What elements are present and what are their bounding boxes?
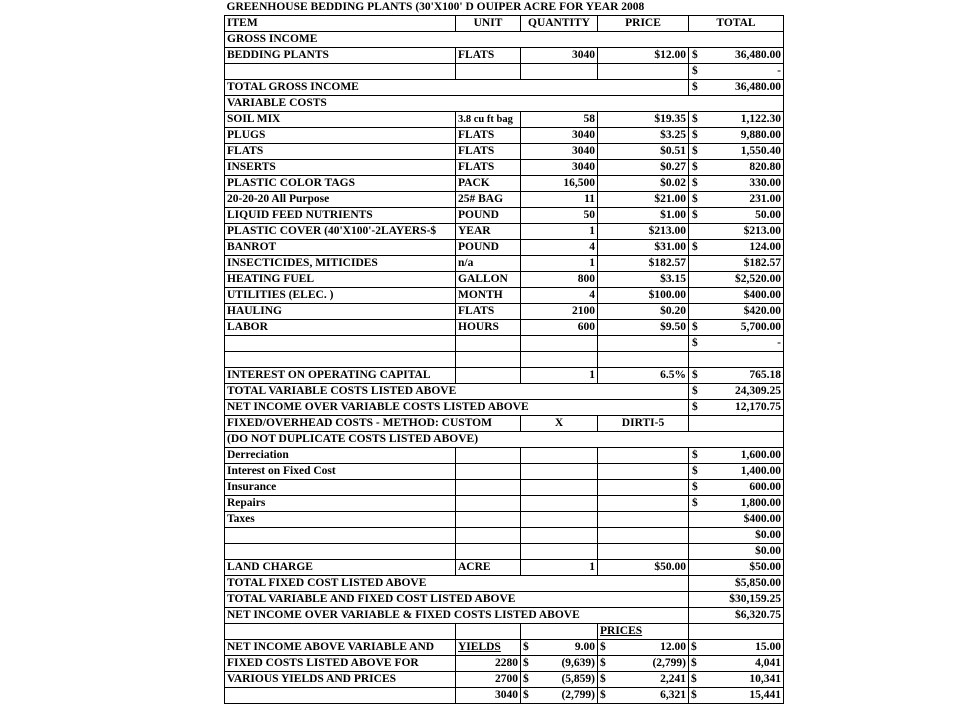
table-row <box>225 144 784 160</box>
unit-cell: FLATS <box>456 144 521 160</box>
quantity-cell <box>521 512 598 528</box>
table-row <box>225 448 784 464</box>
price-cell: $0.27 <box>598 160 689 176</box>
table-row <box>225 160 784 176</box>
empty-cell <box>689 624 784 640</box>
total-cell: $400.00 <box>689 288 784 304</box>
item-cell <box>225 336 456 352</box>
amount: 9,880.00 <box>740 129 781 141</box>
total-cell <box>689 80 784 96</box>
unit-cell <box>456 448 521 464</box>
table-row <box>225 240 784 256</box>
amount: 1,550.40 <box>740 145 781 157</box>
amount: 1,122.30 <box>740 113 781 125</box>
quantity-cell <box>521 352 598 368</box>
total-row <box>225 80 784 96</box>
section-row <box>225 96 784 112</box>
total-cell <box>689 448 784 464</box>
net-income-value: 2,241 <box>660 673 686 685</box>
currency-sign: $ <box>692 497 698 509</box>
price-cell: $213.00 <box>598 224 689 240</box>
currency-sign: $ <box>692 369 698 381</box>
header-row <box>225 16 784 32</box>
currency-sign: $ <box>692 113 698 125</box>
quantity-cell: 1 <box>521 560 598 576</box>
net-income-cell <box>689 656 784 672</box>
price-cell <box>598 448 689 464</box>
item-cell <box>225 528 456 544</box>
currency-sign: $ <box>600 689 606 701</box>
total-cell <box>689 160 784 176</box>
table-row <box>225 544 784 560</box>
note-row <box>225 432 784 448</box>
quantity-cell <box>521 336 598 352</box>
unit-cell: 25# BAG <box>456 192 521 208</box>
item-cell: Taxes <box>225 512 456 528</box>
title-row <box>225 0 784 16</box>
total-cell <box>689 48 784 64</box>
currency-sign: $ <box>692 465 698 477</box>
amount: 36,480.00 <box>735 49 781 61</box>
price-cell <box>598 512 689 528</box>
total-cell: $5,850.00 <box>689 576 784 592</box>
currency-sign: $ <box>692 49 698 61</box>
total-cell <box>689 464 784 480</box>
unit-cell: HOURS <box>456 320 521 336</box>
unit-cell <box>456 368 521 384</box>
price-cell: $1.00 <box>598 208 689 224</box>
net-income-value: (2,799) <box>561 689 595 701</box>
item-cell: BEDDING PLANTS <box>225 48 456 64</box>
amount: 124.00 <box>749 241 781 253</box>
total-cell: $182.57 <box>689 256 784 272</box>
amount: 50.00 <box>755 209 781 221</box>
amount: 1,800.00 <box>740 497 781 509</box>
total-label: TOTAL FIXED COST LISTED ABOVE <box>225 576 689 592</box>
quantity-cell <box>521 448 598 464</box>
total-cell <box>689 480 784 496</box>
table-row <box>225 304 784 320</box>
page-title: GREENHOUSE BEDDING PLANTS (30'X100' D OUIPER ACRE FOR YEAR 2008 <box>225 0 784 16</box>
price-cell: $3.25 <box>598 128 689 144</box>
yield-cell: 2280 <box>456 656 521 672</box>
total-cell: $400.00 <box>689 512 784 528</box>
quantity-cell: 58 <box>521 112 598 128</box>
currency-sign: $ <box>692 401 698 413</box>
item-cell: SOIL MIX <box>225 112 456 128</box>
amount: 12,170.75 <box>735 401 781 413</box>
unit-cell: GALLON <box>456 272 521 288</box>
currency-sign: $ <box>600 657 606 669</box>
net-income-cell <box>521 656 598 672</box>
price-value: 15.00 <box>755 641 781 653</box>
total-row <box>225 400 784 416</box>
amount: 820.80 <box>749 161 781 173</box>
price-cell <box>598 480 689 496</box>
quantity-cell <box>521 544 598 560</box>
desc-line: NET INCOME ABOVE VARIABLE AND <box>225 640 456 656</box>
quantity-cell <box>521 64 598 80</box>
unit-cell <box>456 512 521 528</box>
unit-cell <box>456 496 521 512</box>
price-cell: $0.51 <box>598 144 689 160</box>
total-cell: $50.00 <box>689 560 784 576</box>
item-cell: Derreciation <box>225 448 456 464</box>
item-cell: LAND CHARGE <box>225 560 456 576</box>
total-cell <box>689 208 784 224</box>
total-cell <box>689 128 784 144</box>
item-cell: Insurance <box>225 480 456 496</box>
unit-cell <box>456 64 521 80</box>
unit-cell: FLATS <box>456 48 521 64</box>
unit-cell <box>456 464 521 480</box>
total-cell <box>689 112 784 128</box>
table-row <box>225 528 784 544</box>
currency-sign: $ <box>692 65 698 77</box>
unit-cell: n/a <box>456 256 521 272</box>
unit-cell <box>456 336 521 352</box>
net-income-cell <box>689 688 784 704</box>
currency-sign: $ <box>692 193 698 205</box>
quantity-cell: 2100 <box>521 304 598 320</box>
table-row <box>225 352 784 368</box>
unit-cell: MONTH <box>456 288 521 304</box>
empty-cell <box>456 624 521 640</box>
amount: 36,480.00 <box>735 81 781 93</box>
table-row <box>225 368 784 384</box>
quantity-cell: 3040 <box>521 144 598 160</box>
currency-sign: $ <box>691 657 697 669</box>
table-row <box>225 176 784 192</box>
price-cell: $0.02 <box>598 176 689 192</box>
currency-sign: $ <box>692 129 698 141</box>
price-value: 9.00 <box>574 641 595 653</box>
price-header-cell <box>598 640 689 656</box>
amount: 231.00 <box>749 193 781 205</box>
table-row <box>225 272 784 288</box>
quantity-cell: 4 <box>521 288 598 304</box>
table-row <box>225 192 784 208</box>
total-label: TOTAL VARIABLE COSTS LISTED ABOVE <box>225 384 689 400</box>
unit-cell <box>456 544 521 560</box>
section-label: VARIABLE COSTS <box>225 96 784 112</box>
total-label: NET INCOME OVER VARIABLE & FIXED COSTS LISTED ABOVE <box>225 608 689 624</box>
col-header-item: ITEM <box>225 16 456 32</box>
price-cell <box>598 544 689 560</box>
price-cell: $9.50 <box>598 320 689 336</box>
prices-label: PRICES <box>598 624 689 640</box>
land-row <box>225 560 784 576</box>
table-row <box>225 48 784 64</box>
quantity-cell: 50 <box>521 208 598 224</box>
desc-line <box>225 688 456 704</box>
desc-line: VARIOUS YIELDS AND PRICES <box>225 672 456 688</box>
currency-sign: $ <box>692 241 698 253</box>
yield-row <box>225 656 784 672</box>
net-income-cell <box>521 688 598 704</box>
quantity-cell: 1 <box>521 368 598 384</box>
table-row <box>225 288 784 304</box>
desc-line: FIXED COSTS LISTED ABOVE FOR <box>225 656 456 672</box>
unit-cell: PACK <box>456 176 521 192</box>
quantity-cell: 1 <box>521 224 598 240</box>
total-label: TOTAL VARIABLE AND FIXED COST LISTED ABOVE <box>225 592 689 608</box>
price-cell <box>598 464 689 480</box>
unit-cell: ACRE <box>456 560 521 576</box>
total-row <box>225 384 784 400</box>
item-cell: FLATS <box>225 144 456 160</box>
net-income-cell <box>689 672 784 688</box>
total-cell <box>689 192 784 208</box>
currency-sign: $ <box>692 337 698 349</box>
unit-cell: FLATS <box>456 160 521 176</box>
budget-sheet <box>224 0 784 704</box>
quantity-cell: 16,500 <box>521 176 598 192</box>
item-cell: PLUGS <box>225 128 456 144</box>
price-cell <box>598 528 689 544</box>
net-income-value: (2,799) <box>652 657 686 669</box>
col-header-quantity: QUANTITY <box>521 16 598 32</box>
table-row <box>225 512 784 528</box>
quantity-cell: 4 <box>521 240 598 256</box>
total-cell <box>689 176 784 192</box>
price-cell <box>598 496 689 512</box>
currency-sign: $ <box>692 321 698 333</box>
amount: 600.00 <box>749 481 781 493</box>
col-header-total: TOTAL <box>689 16 784 32</box>
price-cell: $21.00 <box>598 192 689 208</box>
currency-sign: $ <box>692 481 698 493</box>
table-row <box>225 464 784 480</box>
price-header-cell <box>689 640 784 656</box>
amount: 5,700.00 <box>740 321 781 333</box>
col-header-unit: UNIT <box>456 16 521 32</box>
net-income-value: (5,859) <box>561 673 595 685</box>
quantity-cell <box>521 496 598 512</box>
currency-sign: $ <box>523 673 529 685</box>
amount: - <box>777 337 781 349</box>
total-cell <box>689 336 784 352</box>
price-cell <box>598 352 689 368</box>
currency-sign: $ <box>600 641 606 653</box>
unit-cell: 3.8 cu ft bag <box>456 112 521 128</box>
total-row <box>225 592 784 608</box>
yield-cell: 3040 <box>456 688 521 704</box>
net-income-cell <box>521 672 598 688</box>
amount: 1,600.00 <box>740 449 781 461</box>
quantity-cell: 3040 <box>521 48 598 64</box>
currency-sign: $ <box>691 673 697 685</box>
empty-cell <box>689 416 784 432</box>
total-cell: $0.00 <box>689 544 784 560</box>
total-cell: $6,320.75 <box>689 608 784 624</box>
item-cell: LIQUID FEED NUTRIENTS <box>225 208 456 224</box>
amount: 1,400.00 <box>740 465 781 477</box>
item-cell <box>225 544 456 560</box>
net-income-value: 15,441 <box>749 689 781 701</box>
price-value: 12.00 <box>660 641 686 653</box>
item-cell: INSECTICIDES, MITICIDES <box>225 256 456 272</box>
unit-cell: POUND <box>456 240 521 256</box>
item-cell: HAULING <box>225 304 456 320</box>
price-cell <box>598 336 689 352</box>
item-cell <box>225 352 456 368</box>
total-row <box>225 576 784 592</box>
unit-cell <box>456 352 521 368</box>
table-row <box>225 64 784 80</box>
item-cell: LABOR <box>225 320 456 336</box>
total-row <box>225 608 784 624</box>
method-label: FIXED/OVERHEAD COSTS - METHOD: CUSTOM <box>225 416 521 432</box>
currency-sign: $ <box>692 449 698 461</box>
total-cell <box>689 240 784 256</box>
net-income-value: (9,639) <box>561 657 595 669</box>
item-cell: 20-20-20 All Purpose <box>225 192 456 208</box>
total-cell: $420.00 <box>689 304 784 320</box>
amount: 24,309.25 <box>735 385 781 397</box>
currency-sign: $ <box>692 161 698 173</box>
price-cell: $3.15 <box>598 272 689 288</box>
amount: 765.18 <box>749 369 781 381</box>
table-row <box>225 224 784 240</box>
price-cell: $100.00 <box>598 288 689 304</box>
price-cell: $182.57 <box>598 256 689 272</box>
unit-cell <box>456 528 521 544</box>
currency-sign: $ <box>691 641 697 653</box>
quantity-cell <box>521 480 598 496</box>
quantity-cell: 800 <box>521 272 598 288</box>
item-cell: INTEREST ON OPERATING CAPITAL <box>225 368 456 384</box>
total-cell: $30,159.25 <box>689 592 784 608</box>
net-income-value: 10,341 <box>749 673 781 685</box>
unit-cell <box>456 480 521 496</box>
total-cell <box>689 352 784 368</box>
quantity-cell: 600 <box>521 320 598 336</box>
empty-cell <box>225 624 456 640</box>
currency-sign: $ <box>523 657 529 669</box>
currency-sign: $ <box>600 673 606 685</box>
total-cell <box>689 496 784 512</box>
item-cell: Repairs <box>225 496 456 512</box>
quantity-cell: 3040 <box>521 128 598 144</box>
currency-sign: $ <box>691 689 697 701</box>
unit-cell: YEAR <box>456 224 521 240</box>
section-row <box>225 32 784 48</box>
table-row <box>225 320 784 336</box>
price-cell: $12.00 <box>598 48 689 64</box>
note-label: (DO NOT DUPLICATE COSTS LISTED ABOVE) <box>225 432 784 448</box>
currency-sign: $ <box>692 385 698 397</box>
quantity-cell: 11 <box>521 192 598 208</box>
currency-sign: $ <box>692 209 698 221</box>
price-header-cell <box>521 640 598 656</box>
net-income-cell <box>598 656 689 672</box>
item-cell: INSERTS <box>225 160 456 176</box>
item-cell: PLASTIC COVER (40'X100'-2LAYERS-$ <box>225 224 456 240</box>
yield-row <box>225 672 784 688</box>
table-row <box>225 336 784 352</box>
item-cell: PLASTIC COLOR TAGS <box>225 176 456 192</box>
method-alt: DIRTI-5 <box>598 416 689 432</box>
total-cell <box>689 368 784 384</box>
currency-sign: $ <box>692 177 698 189</box>
table-row <box>225 496 784 512</box>
quantity-cell <box>521 528 598 544</box>
total-cell <box>689 64 784 80</box>
price-cell: $19.35 <box>598 112 689 128</box>
item-cell: Interest on Fixed Cost <box>225 464 456 480</box>
price-cell: $0.20 <box>598 304 689 320</box>
total-cell <box>689 144 784 160</box>
price-values-row <box>225 640 784 656</box>
total-cell <box>689 320 784 336</box>
section-label: GROSS INCOME <box>225 32 784 48</box>
total-label: TOTAL GROSS INCOME <box>225 80 689 96</box>
empty-cell <box>521 624 598 640</box>
method-mark: X <box>521 416 598 432</box>
net-income-value: 4,041 <box>755 657 781 669</box>
item-cell: BANROT <box>225 240 456 256</box>
table-row <box>225 208 784 224</box>
price-cell: $31.00 <box>598 240 689 256</box>
total-cell: $213.00 <box>689 224 784 240</box>
unit-cell: FLATS <box>456 128 521 144</box>
currency-sign: $ <box>523 641 529 653</box>
yield-row <box>225 688 784 704</box>
item-cell: UTILITIES (ELEC. ) <box>225 288 456 304</box>
quantity-cell: 1 <box>521 256 598 272</box>
item-cell: HEATING FUEL <box>225 272 456 288</box>
amount: - <box>777 65 781 77</box>
table-row <box>225 112 784 128</box>
quantity-cell: 3040 <box>521 160 598 176</box>
col-header-price: PRICE <box>598 16 689 32</box>
total-cell <box>689 400 784 416</box>
total-cell: $0.00 <box>689 528 784 544</box>
quantity-cell <box>521 464 598 480</box>
total-cell: $2,520.00 <box>689 272 784 288</box>
unit-cell: POUND <box>456 208 521 224</box>
item-cell <box>225 64 456 80</box>
prices-header-row <box>225 624 784 640</box>
price-cell: $50.00 <box>598 560 689 576</box>
price-cell: 6.5% <box>598 368 689 384</box>
net-label: NET INCOME OVER VARIABLE COSTS LISTED ABOVE <box>225 400 689 416</box>
currency-sign: $ <box>523 689 529 701</box>
net-income-cell <box>598 672 689 688</box>
method-row <box>225 416 784 432</box>
currency-sign: $ <box>692 81 698 93</box>
currency-sign: $ <box>692 145 698 157</box>
table-row <box>225 480 784 496</box>
price-cell <box>598 64 689 80</box>
net-income-cell <box>598 688 689 704</box>
table-row <box>225 128 784 144</box>
net-income-value: 6,321 <box>660 689 686 701</box>
table-row <box>225 256 784 272</box>
yields-label: YIELDS <box>456 640 521 656</box>
yield-cell: 2700 <box>456 672 521 688</box>
amount: 330.00 <box>749 177 781 189</box>
total-cell <box>689 384 784 400</box>
unit-cell: FLATS <box>456 304 521 320</box>
